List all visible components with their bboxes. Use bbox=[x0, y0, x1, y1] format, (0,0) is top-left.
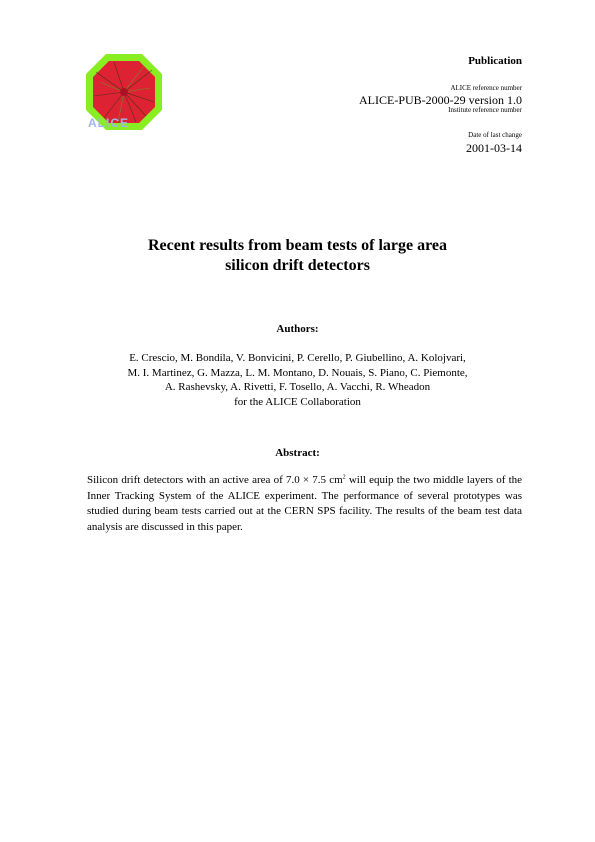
date-value: 2001-03-14 bbox=[466, 141, 522, 155]
title-line-1: Recent results from beam tests of large area bbox=[147, 237, 448, 254]
alice-logo-icon bbox=[84, 52, 164, 134]
reference-number: ALICE-PUB-2000-29 version 1.0 bbox=[359, 93, 522, 107]
title-line-2: silicon drift detectors bbox=[225, 257, 370, 274]
date-label: Date of last change bbox=[468, 131, 522, 139]
author-line: M. I. Martinez, G. Mazza, L. M. Montano, D. Nouais, S. Piano, C. Piemonte, bbox=[127, 366, 468, 379]
abstract-text-start: Silicon drift detectors with an active area of 7.0 × 7.5 cm bbox=[87, 474, 343, 486]
authors-list bbox=[0, 351, 595, 409]
abstract-heading: Abstract: bbox=[275, 447, 320, 459]
abstract-text bbox=[87, 473, 522, 535]
institute-reference-label: Institute reference number bbox=[448, 106, 522, 114]
abstract-text-end: will equip the two middle layers of the Inner Tracking System of the ALICE experiment. The performance of several prototypes was studied during beam tests carried out at the CERN SPS facility. The results of the beam test data analysis are discussed in this paper. bbox=[87, 474, 523, 533]
logo-text: ALICE bbox=[88, 116, 129, 130]
author-line: E. Crescio, M. Bondila, V. Bonvicini, P. Cerello, P. Giubellino, A. Kolojvari, bbox=[129, 352, 466, 364]
authors-heading: Authors: bbox=[276, 323, 319, 335]
reference-number-label: ALICE reference number bbox=[450, 84, 522, 92]
page-title bbox=[0, 236, 595, 276]
author-line: for the ALICE Collaboration bbox=[234, 395, 361, 408]
author-line: A. Rashevsky, A. Rivetti, F. Tosello, A. Vacchi, R. Wheadon bbox=[164, 381, 431, 393]
publication-label: Publication bbox=[468, 55, 522, 67]
abstract-superscript: 2 bbox=[342, 474, 346, 481]
